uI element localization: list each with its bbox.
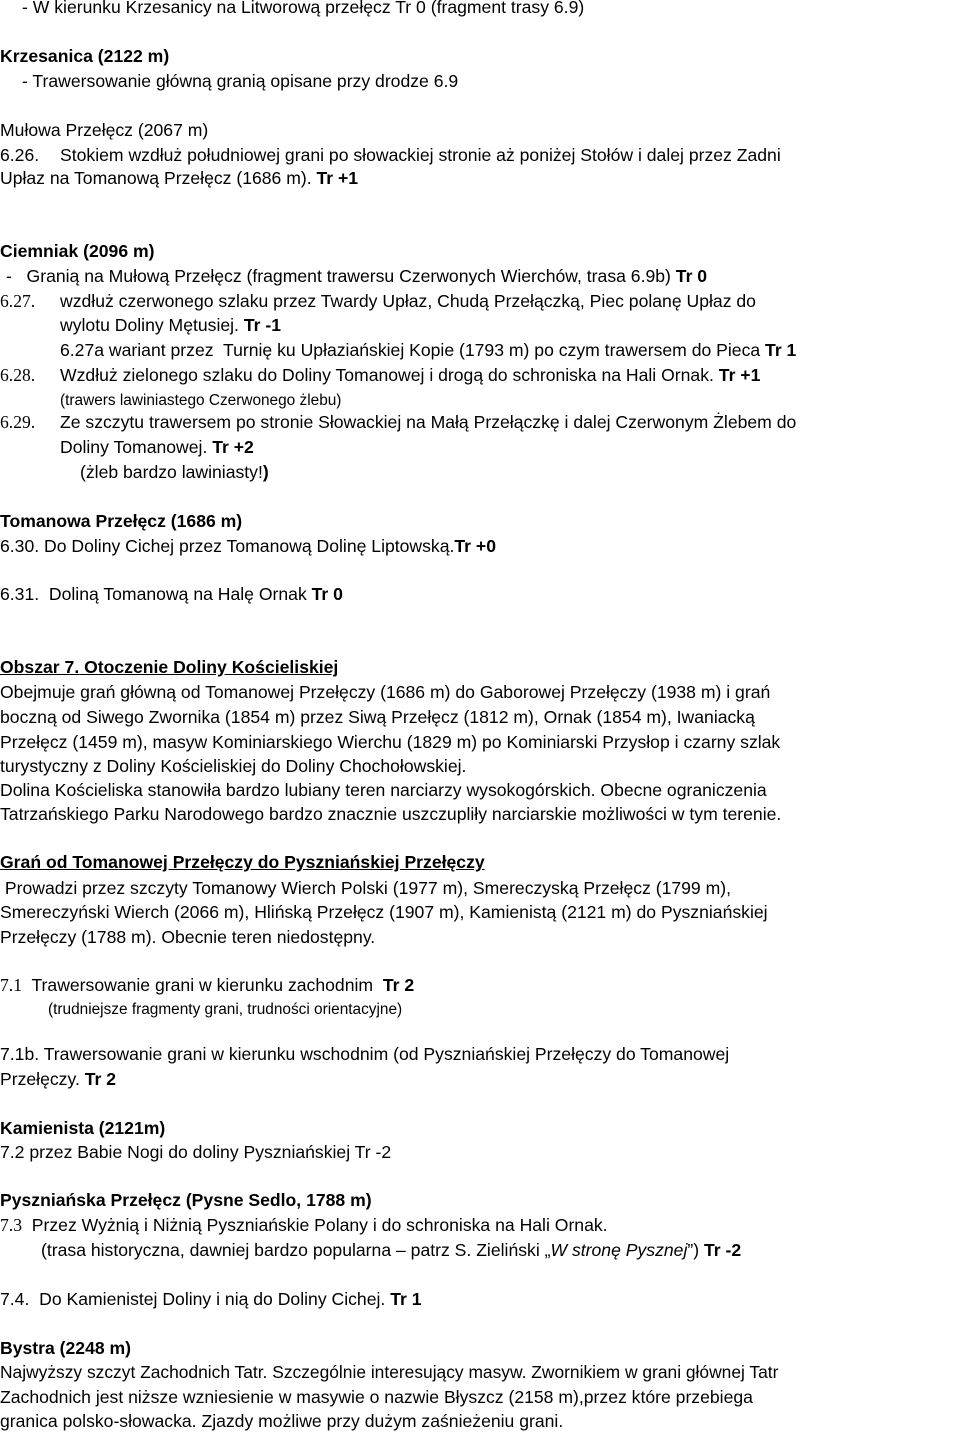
route-line xyxy=(0,167,358,190)
difficulty-label: Tr +1 xyxy=(316,168,359,188)
route-line xyxy=(0,1288,421,1311)
paragraph-line: granica polsko-słowacka. Zjazdy możliwe przy dużym zaśnieżeniu grani. xyxy=(0,1411,564,1431)
difficulty-label: Tr 2 xyxy=(84,1069,117,1089)
route-line xyxy=(60,314,281,337)
difficulty-label: Tr 1 xyxy=(765,340,797,360)
route-line xyxy=(60,339,796,362)
difficulty-label: Tr -2 xyxy=(703,1240,742,1260)
difficulty-label: Tr -1 xyxy=(243,315,281,335)
route-number: 7.1 xyxy=(0,975,22,995)
route-text: Doliny Tomanowej. xyxy=(60,437,213,457)
route-text: Trawersowanie grani w kierunku zachodnim xyxy=(22,975,383,995)
difficulty-label: Tr 0 xyxy=(675,266,708,286)
section-heading: Kamienista (2121m) xyxy=(0,1118,166,1138)
route-line: 7.1b. Trawersowanie grani w kierunku wschodnim (od Pyszniańskiej Przełęczy do Tomanowej xyxy=(0,1044,730,1064)
section-heading: Ciemniak (2096 m) xyxy=(0,241,155,261)
paragraph-line: Tatrzańskiego Parku Narodowego bardzo znacznie uszczupliły narciarskie możliwości w tym terenie. xyxy=(0,804,782,824)
paragraph-line: Przełęczy (1788 m). Obecnie teren niedostępny. xyxy=(0,927,376,947)
difficulty-label: Tr 0 xyxy=(311,584,343,604)
route-line xyxy=(0,974,414,997)
area-heading: Obszar 7. Otoczenie Doliny Kościeliskiej xyxy=(0,657,339,677)
route-line xyxy=(0,1068,116,1091)
route-text: Wzdłuż zielonego szlaku do Doliny Tomanowej i drogą do schroniska na Hali Ornak. xyxy=(60,365,719,385)
route-text: - Granią na Mułową Przełęcz (fragment trawersu Czerwonych Wierchów, trasa 6.9b) xyxy=(6,266,676,286)
route-line: 7.2 przez Babie Nogi do doliny Pyszniańskiej Tr -2 xyxy=(0,1142,392,1162)
route-text: Upłaz na Tomanową Przełęcz (1686 m). xyxy=(0,168,317,188)
section-heading: Mułowa Przełęcz (2067 m) xyxy=(0,120,209,140)
paragraph-line: Przełęcz (1459 m), masyw Kominiarskiego Wierchu (1829 m) po Kominiarski Przysłop i czarny szlak xyxy=(0,732,781,752)
section-heading: Pyszniańska Przełęcz (Pysne Sedlo, 1788 m) xyxy=(0,1190,372,1210)
route-number: 7.3 xyxy=(0,1215,22,1235)
paragraph-line: Smereczyński Wierch (2066 m), Hlińską Przełęcz (1907 m), Kamienistą (2121 m) do Pyszniańskiej xyxy=(0,902,768,922)
route-text: Stokiem wzdłuż południowej grani po słowackiej stronie aż poniżej Stołów i dalej przez Zadni xyxy=(60,145,781,165)
route-text: Ze szczytu trawersem po stronie Słowackiej na Małą Przełączkę i dalej Czerwonym Żlebem do xyxy=(60,412,797,432)
route-note: (trudniejsze fragmenty grani, trudności orientacyjne) xyxy=(48,1001,403,1018)
route-line xyxy=(0,535,496,558)
route-note: (trawers lawiniastego Czerwonego żlebu) xyxy=(60,392,342,409)
section-heading: Grań od Tomanowej Przełęczy do Pyszniańskiej Przełęczy xyxy=(0,852,485,872)
route-text: Przełęczy. xyxy=(0,1069,85,1089)
route-text: wylotu Doliny Mętusiej. xyxy=(60,315,244,335)
route-number: 6.26. xyxy=(0,145,40,165)
paragraph-line: Zachodnich jest niższe wzniesienie w masywie o nazwie Błyszcz (2158 m),przez które przebiega xyxy=(0,1387,753,1407)
section-heading: Krzesanica (2122 m) xyxy=(0,46,170,66)
difficulty-label: Tr +2 xyxy=(212,437,254,457)
route-line: - W kierunku Krzesanicy na Litworową przełęcz Tr 0 (fragment trasy 6.9) xyxy=(22,0,585,17)
paragraph-line: Najwyższy szczyt Zachodnich Tatr. Szczególnie interesujący masyw. Zwornikiem w grani głównej Tatr xyxy=(0,1362,779,1382)
route-text: 7.4. Do Kamienistej Doliny i nią do Doliny Cichej. xyxy=(0,1289,391,1309)
route-line xyxy=(0,583,343,606)
route-line xyxy=(60,436,254,459)
route-number: 6.29. xyxy=(0,412,36,432)
route-text: 6.27a wariant przez Turnię ku Upłaziańskiej Kopie (1793 m) po czym trawersem do Pieca xyxy=(60,340,766,360)
paragraph-line: turystyczny z Doliny Kościeliskiej do Doliny Chochołowskiej. xyxy=(0,756,467,776)
route-text: Przez Wyżnią i Niżnią Pyszniańskie Polany i do schroniska na Hali Ornak. xyxy=(22,1215,608,1235)
route-number: 6.28. xyxy=(0,365,36,385)
paragraph-line: boczną od Siwego Zwornika (1854 m) przez Siwą Przełęcz (1812 m), Ornak (1854 m), Iwaniacką xyxy=(0,707,755,727)
route-line xyxy=(6,265,707,288)
difficulty-label: Tr 2 xyxy=(382,975,415,995)
route-text: 6.30. Do Doliny Cichej przez Tomanową Dolinę Liptowską. xyxy=(0,536,455,556)
route-note: (trasa historyczna, dawniej bardzo popularna – patrz S. Zieliński „W stronę Pysznej”) Tr -2 xyxy=(41,1240,742,1260)
route-entry xyxy=(0,364,761,387)
route-entry xyxy=(0,144,781,167)
difficulty-label: Tr 1 xyxy=(390,1289,422,1309)
difficulty-label: Tr +1 xyxy=(718,365,761,385)
route-entry xyxy=(0,290,756,313)
paragraph-line: Dolina Kościeliska stanowiła bardzo lubiany teren narciarzy wysokogórskich. Obecne ograniczenia xyxy=(0,780,767,800)
route-text: wzdłuż czerwonego szlaku przez Twardy Upłaz, Chudą Przełączką, Piec polanę Upłaz do xyxy=(60,291,756,311)
paragraph-line: Obejmuje grań główną od Tomanowej Przełęczy (1686 m) do Gaborowej Przełęczy (1938 m) i grań xyxy=(0,682,771,702)
route-line xyxy=(0,1214,608,1237)
route-note: (żleb bardzo lawiniasty!) xyxy=(80,462,269,482)
route-text: 6.31. Doliną Tomanową na Halę Ornak xyxy=(0,584,312,604)
difficulty-label: Tr +0 xyxy=(454,536,496,556)
route-number: 6.27. xyxy=(0,291,36,311)
route-line: - Trawersowanie główną granią opisane przy drodze 6.9 xyxy=(22,71,459,91)
paragraph-line: Prowadzi przez szczyty Tomanowy Wierch Polski (1977 m), Smereczyską Przełęcz (1799 m), xyxy=(0,878,732,898)
section-heading: Bystra (2248 m) xyxy=(0,1338,132,1358)
route-entry xyxy=(0,411,797,434)
section-heading: Tomanowa Przełęcz (1686 m) xyxy=(0,511,243,531)
